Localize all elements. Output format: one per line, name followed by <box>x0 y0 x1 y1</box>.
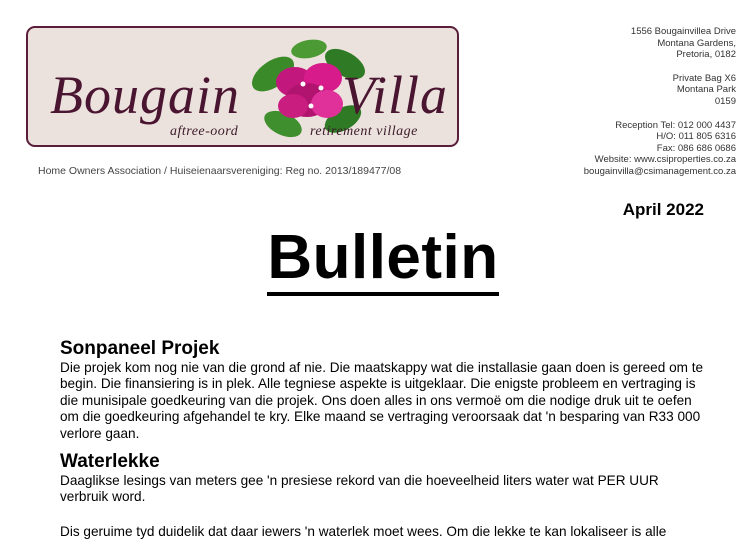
page-title <box>0 222 750 293</box>
address-postal-3: 0159 <box>714 95 736 107</box>
section-body: Daaglikse lesings van meters gee 'n presiese rekord van die hoeveelheid liters water wat PER UUR verbruik word. <box>60 473 659 505</box>
logo-word-right: Villa <box>342 65 448 125</box>
section-body-continued: Dis geruime tyd duidelik dat daar iewers 'n waterlek moet wees. Om die lekke te kan lokaliseer is alle <box>60 523 667 539</box>
contact-fax: Fax: 086 686 0686 <box>656 142 736 154</box>
address-postal-1: Private Bag X6 <box>672 72 736 84</box>
bulletin-date: April 2022 <box>622 200 704 219</box>
address-street-3: Pretoria, 0182 <box>676 49 736 61</box>
registration-text: Home Owners Association / Huiseienaarsvereniging: Reg no. 2013/189477/08 <box>38 165 402 177</box>
address-block <box>536 26 736 178</box>
section-heading: Waterlekke <box>60 451 160 473</box>
address-postal-2: Montana Park <box>676 84 736 96</box>
section-solar <box>60 338 706 442</box>
logo-tagline-right: retirement village <box>310 124 418 139</box>
page-title-text: Bulletin <box>267 223 498 296</box>
address-street-1: 1556 Bougainvillea Drive <box>630 26 736 37</box>
logo-word-left: Bougain <box>50 65 240 125</box>
logo-tagline-left: aftree-oord <box>170 124 239 139</box>
logo <box>26 26 459 147</box>
contact-reception: Reception Tel: 012 000 4437 <box>615 119 736 131</box>
contact-website: Website: www.csiproperties.co.za <box>594 154 736 166</box>
section-body: Die projek kom nog nie van die grond af nie. Die maatskappy wat die installasie gaan doen is gereed om te begin. Die finansiering is in plek. Alle tegniese aspekte is uitgeklaar. Die enigste probleem en vertraging is die munisipale goedkeuring van die projek. Ons doen alles in ons vermoë om die nodige druk uit te oefen om die goedkeuring afgehandel te kry. Elke maand se vertraging veroorsaak dat 'n besparing van R33 000 verlore gaan. <box>60 360 704 441</box>
section-water-leaks <box>60 451 706 540</box>
address-street-2: Montana Gardens, <box>657 37 736 49</box>
bulletin-content <box>60 338 706 540</box>
section-heading: Sonpaneel Projek <box>60 338 220 359</box>
contact-email: bougainvilla@csimanagement.co.za <box>583 165 736 177</box>
contact-head-office: H/O: 011 805 6316 <box>656 131 736 143</box>
